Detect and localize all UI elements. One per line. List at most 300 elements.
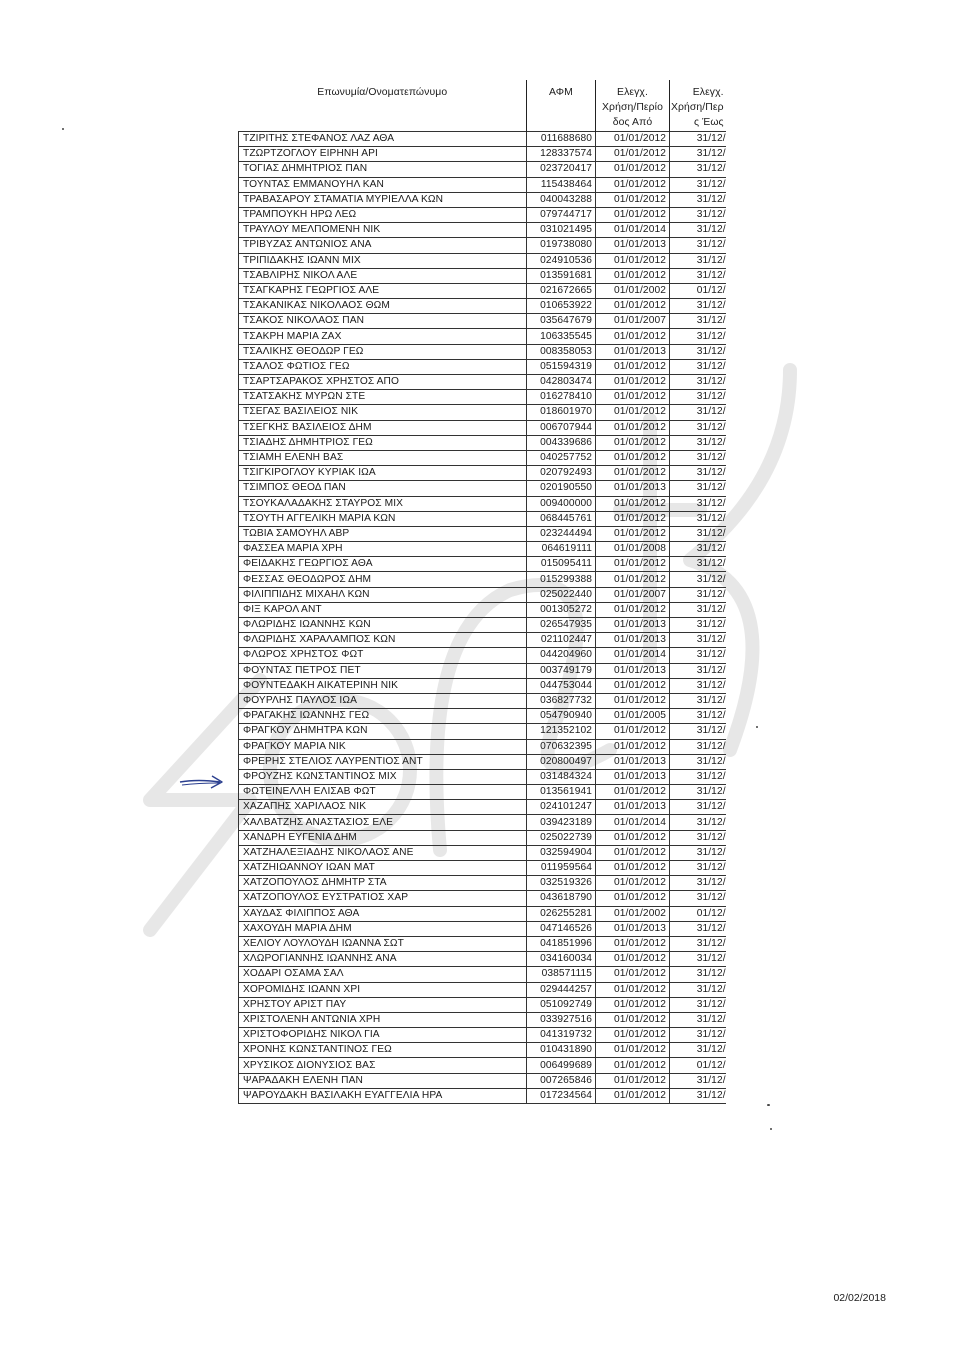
cell-afm: 024101247 (527, 800, 596, 815)
cell-from: 01/01/2013 (596, 238, 670, 253)
cell-name: ΤΣΑΓΚΑΡΗΣ ΓΕΩΡΓΙΟΣ ΑΛΕ (239, 283, 527, 298)
table-row (239, 754, 726, 769)
cell-from: 01/01/2012 (596, 1088, 670, 1103)
cell-afm: 023720417 (527, 162, 596, 177)
cell-from: 01/01/2012 (596, 891, 670, 906)
cell-from: 01/01/2012 (596, 177, 670, 192)
cell-from: 01/01/2012 (596, 876, 670, 891)
cell-afm: 031484324 (527, 769, 596, 784)
cell-afm: 041851996 (527, 936, 596, 951)
cell-to: 31/12/ (670, 709, 726, 724)
cell-from: 01/01/2013 (596, 663, 670, 678)
cell-from: 01/01/2013 (596, 800, 670, 815)
table-row (239, 268, 726, 283)
cell-from: 01/01/2012 (596, 496, 670, 511)
table-row (239, 344, 726, 359)
table-header (239, 80, 726, 132)
table-row (239, 648, 726, 663)
cell-name: ΦΙΛΙΠΠΙΔΗΣ ΜΙΧΑΗΛ ΚΩΝ (239, 587, 527, 602)
cell-name: ΧΟΡΟΜΙΔΗΣ ΙΩΑΝΝ ΧΡΙ (239, 982, 527, 997)
cell-name: ΦΕΙΔΑΚΗΣ ΓΕΩΡΓΙΟΣ ΑΘΑ (239, 557, 527, 572)
cell-to: 31/12/ (670, 132, 726, 147)
table-row (239, 618, 726, 633)
cell-to: 31/12/ (670, 815, 726, 830)
table-row (239, 359, 726, 374)
table-row (239, 952, 726, 967)
cell-name: ΤΡΑΜΠΟΥΚΗ ΗΡΩ ΛΕΩ (239, 207, 527, 222)
cell-afm: 021102447 (527, 633, 596, 648)
cell-to: 01/12/ (670, 1058, 726, 1073)
cell-name: ΧΑΤΖΗΑΛΕΞΙΑΔΗΣ ΝΙΚΟΛΑΟΣ ΑΝΕ (239, 845, 527, 860)
cell-afm: 015299388 (527, 572, 596, 587)
cell-name: ΤΣΟΥΤΗ ΑΓΓΕΛΙΚΗ ΜΑΡΙΑ ΚΩΝ (239, 511, 527, 526)
cell-to: 31/12/ (670, 1088, 726, 1103)
cell-from: 01/01/2012 (596, 1058, 670, 1073)
cell-to: 31/12/ (670, 1043, 726, 1058)
header-line: Χρήση/Περ (671, 102, 724, 113)
cell-afm: 020800497 (527, 754, 596, 769)
header-line: δος Από (612, 117, 653, 128)
cell-from: 01/01/2013 (596, 481, 670, 496)
cell-afm: 036827732 (527, 693, 596, 708)
table-row (239, 162, 726, 177)
cell-name: ΦΡΑΓΚΟΥ ΜΑΡΙΑ ΝΙΚ (239, 739, 527, 754)
cell-from: 01/01/2012 (596, 511, 670, 526)
header-line: Ελεγχ. (617, 87, 648, 98)
cell-from: 01/01/2012 (596, 466, 670, 481)
cell-to: 31/12/ (670, 557, 726, 572)
cell-to: 31/12/ (670, 982, 726, 997)
cell-to: 31/12/ (670, 921, 726, 936)
cell-afm: 032519326 (527, 876, 596, 891)
cell-to: 31/12/ (670, 572, 726, 587)
cell-from: 01/01/2013 (596, 344, 670, 359)
cell-afm: 008358053 (527, 344, 596, 359)
cell-afm: 068445761 (527, 511, 596, 526)
cell-name: ΤΣΕΓΑΣ ΒΑΣΙΛΕΙΟΣ ΝΙΚ (239, 405, 527, 420)
cell-from: 01/01/2012 (596, 997, 670, 1012)
cell-afm: 029444257 (527, 982, 596, 997)
cell-from: 01/01/2012 (596, 450, 670, 465)
cell-from: 01/01/2014 (596, 815, 670, 830)
cell-from: 01/01/2012 (596, 724, 670, 739)
cell-name: ΧΡΙΣΤΟΦΟΡΙΔΗΣ ΝΙΚΟΛ ΓΙΑ (239, 1028, 527, 1043)
cell-afm: 042803474 (527, 375, 596, 390)
cell-to: 31/12/ (670, 238, 726, 253)
cell-to: 31/12/ (670, 147, 726, 162)
column-header-period-to (670, 80, 726, 132)
cell-from: 01/01/2013 (596, 769, 670, 784)
cell-afm: 001305272 (527, 602, 596, 617)
cell-afm: 040043288 (527, 192, 596, 207)
cell-name: ΧΑΝΔΡΗ ΕΥΓΕΝΙΑ ΔΗΜ (239, 830, 527, 845)
cell-from: 01/01/2012 (596, 693, 670, 708)
table-row (239, 420, 726, 435)
cell-name: ΤΡΑΒΑΣΑΡΟΥ ΣΤΑΜΑΤΙΑ ΜΥΡΙΕΛΛΑ ΚΩΝ (239, 192, 527, 207)
cell-afm: 038571115 (527, 967, 596, 982)
cell-to: 31/12/ (670, 648, 726, 663)
cell-to: 31/12/ (670, 997, 726, 1012)
cell-name: ΤΣΑΚΟΣ ΝΙΚΟΛΑΟΣ ΠΑΝ (239, 314, 527, 329)
cell-from: 01/01/2012 (596, 678, 670, 693)
cell-name: ΧΑΛΒΑΤΖΗΣ ΑΝΑΣΤΑΣΙΟΣ ΕΛΕ (239, 815, 527, 830)
cell-name: ΦΛΩΡΙΔΗΣ ΙΩΑΝΝΗΣ ΚΩΝ (239, 618, 527, 633)
cell-to: 31/12/ (670, 967, 726, 982)
cell-from: 01/01/2012 (596, 526, 670, 541)
cell-afm: 031021495 (527, 223, 596, 238)
table-row (239, 314, 726, 329)
cell-afm: 016278410 (527, 390, 596, 405)
cell-to: 31/12/ (670, 936, 726, 951)
cell-name: ΤΣΙΓΚΙΡΟΓΛΟΥ ΚΥΡΙΑΚ ΙΩΑ (239, 466, 527, 481)
table-row-marked (239, 769, 726, 784)
table-row (239, 906, 726, 921)
table-row (239, 1073, 726, 1088)
table-row (239, 602, 726, 617)
cell-from: 01/01/2002 (596, 906, 670, 921)
cell-to: 31/12/ (670, 268, 726, 283)
cell-from: 01/01/2012 (596, 162, 670, 177)
column-header-period-from (596, 80, 670, 132)
cell-afm: 032594904 (527, 845, 596, 860)
cell-name: ΦΡΕΡΗΣ ΣΤΕΛΙΟΣ ΛΑΥΡΕΝΤΙΟΣ ΑΝΤ (239, 754, 527, 769)
table-row (239, 936, 726, 951)
cell-from: 01/01/2012 (596, 299, 670, 314)
cell-from: 01/01/2012 (596, 375, 670, 390)
cell-name: ΧΟΔΑΡΙ ΟΣΑΜΑ ΣΑΛ (239, 967, 527, 982)
cell-to: 31/12/ (670, 390, 726, 405)
cell-to: 31/12/ (670, 481, 726, 496)
cell-from: 01/01/2012 (596, 785, 670, 800)
cell-name: ΤΣΑΤΣΑΚΗΣ ΜΥΡΩΝ ΣΤΕ (239, 390, 527, 405)
table-row (239, 238, 726, 253)
table-row (239, 572, 726, 587)
cell-to: 31/12/ (670, 542, 726, 557)
table-row (239, 633, 726, 648)
cell-to: 31/12/ (670, 375, 726, 390)
cell-afm: 044204960 (527, 648, 596, 663)
cell-name: ΦΙΞ ΚΑΡΟΛ ΑΝΤ (239, 602, 527, 617)
taxpayer-table (238, 80, 726, 1104)
cell-afm: 018601970 (527, 405, 596, 420)
table-row (239, 405, 726, 420)
table-row (239, 861, 726, 876)
cell-name: ΦΛΩΡΙΔΗΣ ΧΑΡΑΛΑΜΠΟΣ ΚΩΝ (239, 633, 527, 648)
table-row (239, 1028, 726, 1043)
table-row (239, 678, 726, 693)
cell-name: ΤΣΑΡΤΣΑΡΑΚΟΣ ΧΡΗΣΤΟΣ ΑΠΟ (239, 375, 527, 390)
cell-to: 31/12/ (670, 496, 726, 511)
cell-to: 01/12/ (670, 283, 726, 298)
table-row (239, 542, 726, 557)
column-header-afm: ΑΦΜ (527, 80, 596, 132)
table-row (239, 876, 726, 891)
cell-to: 31/12/ (670, 1012, 726, 1027)
cell-name: ΨΑΡΟΥΔΑΚΗ ΒΑΣΙΛΑΚΗ ΕΥΑΓΓΕΛΙΑ ΗΡΑ (239, 1088, 527, 1103)
cell-name: ΧΑΤΖΟΠΟΥΛΟΣ ΔΗΜΗΤΡ ΣΤΑ (239, 876, 527, 891)
cell-from: 01/01/2013 (596, 618, 670, 633)
cell-afm: 004339686 (527, 435, 596, 450)
cell-from: 01/01/2012 (596, 435, 670, 450)
cell-afm: 020190550 (527, 481, 596, 496)
cell-afm: 010653922 (527, 299, 596, 314)
cell-from: 01/01/2012 (596, 572, 670, 587)
page-date: 02/02/2018 (833, 1292, 886, 1304)
cell-afm: 115438464 (527, 177, 596, 192)
cell-afm: 007265846 (527, 1073, 596, 1088)
cell-from: 01/01/2012 (596, 147, 670, 162)
cell-name: ΦΟΥΡΛΗΣ ΠΑΥΛΟΣ ΙΩΑ (239, 693, 527, 708)
cell-to: 31/12/ (670, 162, 726, 177)
cell-afm: 039423189 (527, 815, 596, 830)
cell-to: 31/12/ (670, 177, 726, 192)
cell-to: 31/12/ (670, 587, 726, 602)
table-row (239, 329, 726, 344)
table-row (239, 450, 726, 465)
cell-name: ΧΡΗΣΤΟΥ ΑΡΙΣΤ ΠΑΥ (239, 997, 527, 1012)
cell-from: 01/01/2012 (596, 967, 670, 982)
cell-from: 01/01/2012 (596, 207, 670, 222)
table-row (239, 1043, 726, 1058)
cell-name: ΨΑΡΑΔΑΚΗ ΕΛΕΝΗ ΠΑΝ (239, 1073, 527, 1088)
cell-name: ΧΡΙΣΤΟΛΕΝΗ ΑΝΤΩΝΙΑ ΧΡΗ (239, 1012, 527, 1027)
scan-speck (62, 128, 64, 130)
table-row (239, 1088, 726, 1103)
cell-to: 01/12/ (670, 906, 726, 921)
cell-afm: 015095411 (527, 557, 596, 572)
table-row (239, 223, 726, 238)
cell-from: 01/01/2012 (596, 739, 670, 754)
cell-afm: 035647679 (527, 314, 596, 329)
cell-name: ΤΣΑΛΟΣ ΦΩΤΙΟΣ ΓΕΩ (239, 359, 527, 374)
cell-from: 01/01/2012 (596, 329, 670, 344)
table-row (239, 815, 726, 830)
cell-from: 01/01/2012 (596, 1012, 670, 1027)
scan-speck (767, 1104, 770, 1106)
cell-to: 31/12/ (670, 299, 726, 314)
cell-afm: 121352102 (527, 724, 596, 739)
table-row (239, 663, 726, 678)
cell-to: 31/12/ (670, 602, 726, 617)
table-row (239, 132, 726, 147)
table-row (239, 800, 726, 815)
table-row (239, 177, 726, 192)
cell-from: 01/01/2005 (596, 709, 670, 724)
table-row (239, 390, 726, 405)
cell-name: ΤΩΒΙΑ ΣΑΜΟΥΗΛ ΑΒΡ (239, 526, 527, 541)
cell-to: 31/12/ (670, 739, 726, 754)
cell-to: 31/12/ (670, 435, 726, 450)
scan-speck (770, 1128, 772, 1130)
cell-to: 31/12/ (670, 830, 726, 845)
column-header-name: Επωνυμία/Ονοματεπώνυμο (239, 80, 527, 132)
table-row (239, 207, 726, 222)
cell-name: ΧΡΟΝΗΣ ΚΩΝΣΤΑΝΤΙΝΟΣ ΓΕΩ (239, 1043, 527, 1058)
cell-from: 01/01/2007 (596, 587, 670, 602)
cell-name: ΤΣΑΚΑΝΙΚΑΣ ΝΙΚΟΛΑΟΣ ΘΩΜ (239, 299, 527, 314)
cell-from: 01/01/2012 (596, 405, 670, 420)
cell-afm: 006499689 (527, 1058, 596, 1073)
cell-name: ΤΡΙΒΥΖΑΣ ΑΝΤΩΝΙΟΣ ΑΝΑ (239, 238, 527, 253)
cell-from: 01/01/2012 (596, 420, 670, 435)
cell-afm: 024910536 (527, 253, 596, 268)
cell-from: 01/01/2012 (596, 1073, 670, 1088)
cell-to: 31/12/ (670, 769, 726, 784)
cell-name: ΤΖΙΡΙΤΗΣ ΣΤΕΦΑΝΟΣ ΛΑΖ ΑΘΑ (239, 132, 527, 147)
cell-afm: 025022440 (527, 587, 596, 602)
cell-name: ΧΑΧΟΥΔΗ ΜΑΡΙΑ ΔΗΜ (239, 921, 527, 936)
cell-from: 01/01/2012 (596, 845, 670, 860)
table-row (239, 785, 726, 800)
cell-afm: 044753044 (527, 678, 596, 693)
cell-from: 01/01/2012 (596, 268, 670, 283)
cell-from: 01/01/2013 (596, 633, 670, 648)
header-line: Ελεγχ. (692, 87, 724, 98)
cell-name: ΦΩΤΕΙΝΕΛΛΗ ΕΛΙΣΑΒ ΦΩΤ (239, 785, 527, 800)
cell-to: 31/12/ (670, 1028, 726, 1043)
cell-from: 01/01/2012 (596, 192, 670, 207)
table-body (239, 132, 726, 1104)
cell-to: 31/12/ (670, 724, 726, 739)
cell-name: ΤΣΑΛΙΚΗΣ ΘΕΟΔΩΡ ΓΕΩ (239, 344, 527, 359)
cell-from: 01/01/2012 (596, 132, 670, 147)
cell-to: 31/12/ (670, 633, 726, 648)
cell-from: 01/01/2014 (596, 223, 670, 238)
cell-name: ΤΣΟΥΚΑΛΑΔΑΚΗΣ ΣΤΑΥΡΟΣ ΜΙΧ (239, 496, 527, 511)
cell-name: ΧΡΥΣΙΚΟΣ ΔΙΟΝΥΣΙΟΣ ΒΑΣ (239, 1058, 527, 1073)
cell-afm: 017234564 (527, 1088, 596, 1103)
table-row (239, 739, 726, 754)
cell-to: 31/12/ (670, 861, 726, 876)
cell-from: 01/01/2012 (596, 602, 670, 617)
cell-afm: 070632395 (527, 739, 596, 754)
table-row (239, 1012, 726, 1027)
cell-name: ΦΛΩΡΟΣ ΧΡΗΣΤΟΣ ΦΩΤ (239, 648, 527, 663)
table-row (239, 693, 726, 708)
cell-to: 31/12/ (670, 314, 726, 329)
table-row (239, 891, 726, 906)
header-line: ς Έως (693, 117, 724, 128)
cell-name: ΤΟΓΙΑΣ ΔΗΜΗΤΡΙΟΣ ΠΑΝ (239, 162, 527, 177)
cell-afm: 054790940 (527, 709, 596, 724)
cell-from: 01/01/2014 (596, 648, 670, 663)
cell-name: ΦΑΣΣΕΑ ΜΑΡΙΑ ΧΡΗ (239, 542, 527, 557)
cell-name: ΤΟΥΝΤΑΣ ΕΜΜΑΝΟΥΗΛ ΚΑΝ (239, 177, 527, 192)
header-line: Χρήση/Περίο (602, 102, 663, 113)
cell-to: 31/12/ (670, 1073, 726, 1088)
cell-name: ΤΣΕΓΚΗΣ ΒΑΣΙΛΕΙΟΣ ΔΗΜ (239, 420, 527, 435)
table-row (239, 982, 726, 997)
table-row (239, 921, 726, 936)
table-row (239, 526, 726, 541)
cell-afm: 043618790 (527, 891, 596, 906)
cell-name: ΤΣΙΜΠΟΣ ΘΕΟΔ ΠΑΝ (239, 481, 527, 496)
cell-to: 31/12/ (670, 207, 726, 222)
cell-afm: 013591681 (527, 268, 596, 283)
table-row (239, 435, 726, 450)
cell-from: 01/01/2012 (596, 557, 670, 572)
table-row (239, 283, 726, 298)
cell-name: ΦΕΣΣΑΣ ΘΕΟΔΩΡΟΣ ΔΗΜ (239, 572, 527, 587)
cell-to: 31/12/ (670, 845, 726, 860)
cell-afm: 033927516 (527, 1012, 596, 1027)
cell-from: 01/01/2012 (596, 359, 670, 374)
table-row (239, 845, 726, 860)
table-row (239, 830, 726, 845)
cell-afm: 079744717 (527, 207, 596, 222)
cell-to: 31/12/ (670, 420, 726, 435)
cell-from: 01/01/2012 (596, 1043, 670, 1058)
cell-name: ΧΕΛΙΟΥ ΛΟΥΛΟΥΔΗ ΙΩΑΝΝΑ ΣΩΤ (239, 936, 527, 951)
cell-afm: 106335545 (527, 329, 596, 344)
cell-to: 31/12/ (670, 800, 726, 815)
cell-from: 01/01/2012 (596, 1028, 670, 1043)
table-row (239, 724, 726, 739)
cell-name: ΦΡΑΓΚΟΥ ΔΗΜΗΤΡΑ ΚΩΝ (239, 724, 527, 739)
cell-afm: 011959564 (527, 861, 596, 876)
table-row (239, 1058, 726, 1073)
cell-to: 31/12/ (670, 693, 726, 708)
table-row (239, 299, 726, 314)
cell-afm: 128337574 (527, 147, 596, 162)
cell-name: ΤΣΑΒΛΙΡΗΣ ΝΙΚΟΛ ΑΛΕ (239, 268, 527, 283)
cell-afm: 040257752 (527, 450, 596, 465)
cell-name: ΤΡΑΥΛΟΥ ΜΕΛΠΟΜΕΝΗ ΝΙΚ (239, 223, 527, 238)
cell-from: 01/01/2012 (596, 861, 670, 876)
cell-from: 01/01/2007 (596, 314, 670, 329)
handwritten-arrow-icon (178, 774, 224, 790)
table-row (239, 147, 726, 162)
cell-name: ΦΟΥΝΤΑΣ ΠΕΤΡΟΣ ΠΕΤ (239, 663, 527, 678)
cell-to: 31/12/ (670, 618, 726, 633)
cell-afm: 009400000 (527, 496, 596, 511)
cell-afm: 051594319 (527, 359, 596, 374)
cell-afm: 026255281 (527, 906, 596, 921)
table-row (239, 709, 726, 724)
cell-from: 01/01/2013 (596, 921, 670, 936)
table-row (239, 192, 726, 207)
cell-to: 31/12/ (670, 253, 726, 268)
cell-to: 31/12/ (670, 192, 726, 207)
table-row (239, 511, 726, 526)
cell-to: 31/12/ (670, 466, 726, 481)
scan-speck (756, 726, 758, 728)
cell-afm: 023244494 (527, 526, 596, 541)
cell-name: ΤΣΙΑΜΗ ΕΛΕΝΗ ΒΑΣ (239, 450, 527, 465)
cell-afm: 041319732 (527, 1028, 596, 1043)
cell-name: ΧΑΥΔΑΣ ΦΙΛΙΠΠΟΣ ΑΘΑ (239, 906, 527, 921)
cell-to: 31/12/ (670, 511, 726, 526)
cell-from: 01/01/2012 (596, 390, 670, 405)
cell-afm: 021672665 (527, 283, 596, 298)
cell-name: ΤΣΙΑΔΗΣ ΔΗΜΗΤΡΙΟΣ ΓΕΩ (239, 435, 527, 450)
cell-afm: 006707944 (527, 420, 596, 435)
cell-from: 01/01/2012 (596, 830, 670, 845)
table-row (239, 466, 726, 481)
cell-name: ΦΟΥΝΤΕΔΑΚΗ ΑΙΚΑΤΕΡΙΝΗ ΝΙΚ (239, 678, 527, 693)
cell-from: 01/01/2012 (596, 952, 670, 967)
cell-name: ΤΖΩΡΤΖΟΓΛΟΥ ΕΙΡΗΝΗ ΑΡΙ (239, 147, 527, 162)
cell-afm: 025022739 (527, 830, 596, 845)
cell-to: 31/12/ (670, 785, 726, 800)
cell-to: 31/12/ (670, 754, 726, 769)
cell-name: ΤΡΙΠΙΔΑΚΗΣ ΙΩΑΝΝ ΜΙΧ (239, 253, 527, 268)
cell-name: ΧΑΤΖΗΙΩΑΝΝΟΥ ΙΩΑΝ ΜΑΤ (239, 861, 527, 876)
cell-to: 31/12/ (670, 329, 726, 344)
cell-afm: 064619111 (527, 542, 596, 557)
table-row (239, 587, 726, 602)
cell-afm: 034160034 (527, 952, 596, 967)
